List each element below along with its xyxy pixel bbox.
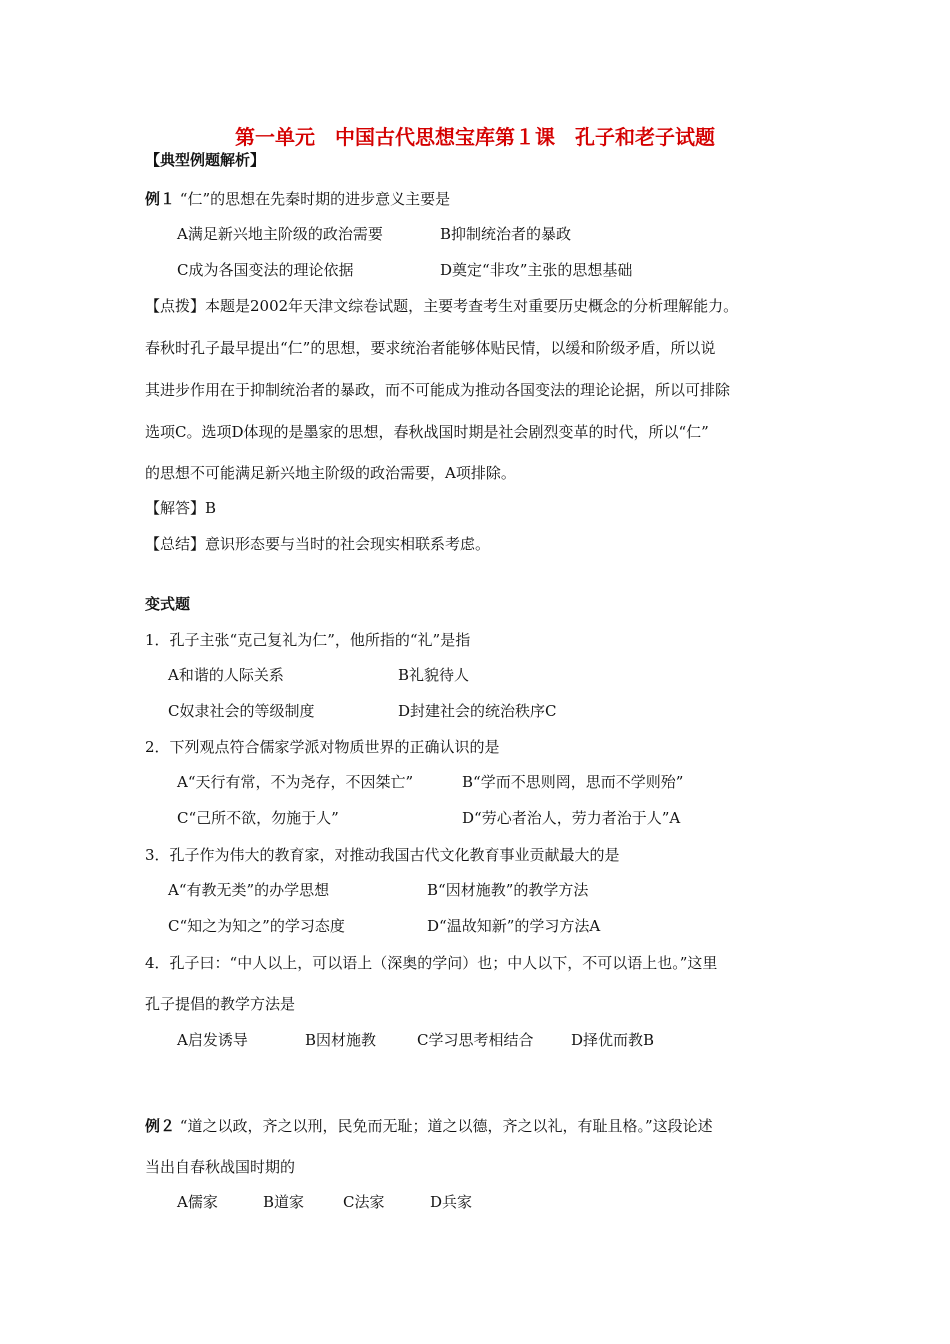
example2-question: [145, 1116, 713, 1136]
q1-stem: 1．孔子主张“克己复礼为仁”，他所指的“礼”是指: [145, 631, 471, 649]
example1-option-d: D奠定“非攻”主张的思想基础: [440, 261, 633, 279]
example1-question: [145, 189, 450, 209]
q1-option-d: D封建社会的统治秩序C: [398, 702, 557, 720]
q2-option-b: B“学而不思则罔，思而不学则殆”: [462, 773, 684, 791]
hint-line: 选项C。选项D体现的是墨家的思想，春秋战国时期是社会剧烈变革的时代，所以“仁”: [145, 423, 709, 441]
hint-line: 其进步作用在于抑制统治者的暴政，而不可能成为推动各国变法的理论论据，所以可排除: [145, 381, 731, 399]
q4-stem-line2: 孔子提倡的教学方法是: [145, 995, 296, 1013]
q3-option-a: A“有教无类”的办学思想: [168, 881, 330, 899]
example2-option-c: C法家: [343, 1193, 385, 1211]
q2-stem: 2．下列观点符合儒家学派对物质世界的正确认识的是: [145, 738, 500, 756]
q3-option-d: D“温故知新”的学习方法A: [427, 917, 601, 935]
q2-option-c: C“己所不欲，勿施于人”: [177, 809, 339, 827]
q4-option-c: C学习思考相结合: [417, 1031, 534, 1049]
example2-option-d: D兵家: [430, 1193, 473, 1211]
example2-option-a: A儒家: [177, 1193, 218, 1211]
hint-line: 的思想不可能满足新兴地主阶级的政治需要，A项排除。: [145, 464, 516, 482]
q4-option-a: A启发诱导: [177, 1031, 248, 1049]
q1-option-c: C奴隶社会的等级制度: [168, 702, 315, 720]
q1-option-b: B礼貌待人: [398, 666, 470, 684]
example1-question-text: “仁”的思想在先秦时期的进步意义主要是: [179, 190, 451, 208]
section-header: 【典型例题解析】: [145, 151, 266, 169]
variant-title: 变式题: [145, 595, 191, 613]
example1-option-a: A满足新兴地主阶级的政治需要: [177, 225, 383, 243]
q4-stem-line1: 4．孔子曰：“中人以上，可以语上（深奥的学问）也；中人以下，不可以语上也。”这里: [145, 954, 718, 972]
q3-stem: 3．孔子作为伟大的教育家，对推动我国古代文化教育事业贡献最大的是: [145, 846, 620, 864]
q4-option-d: D择优而教B: [571, 1031, 655, 1049]
q3-option-c: C“知之为知之”的学习态度: [168, 917, 345, 935]
hint-line: 春秋时孔子最早提出“仁”的思想，要求统治者能够体贴民情，以缓和阶级矛盾，所以说: [145, 339, 716, 357]
example2-option-b: B道家: [263, 1193, 305, 1211]
example2-label: 例２: [145, 1117, 176, 1135]
example1-option-b: B抑制统治者的暴政: [440, 225, 572, 243]
example1-label: 例１: [145, 190, 176, 208]
q3-option-b: B“因材施教”的教学方法: [427, 881, 589, 899]
summary: 【总结】意识形态要与当时的社会现实相联系考虑。: [145, 535, 491, 553]
hint-line: 【点拨】本题是2002年天津文综卷试题，主要考查考生对重要历史概念的分析理解能力。: [145, 297, 739, 315]
page-title: 第一单元 中国古代思想宝库第１课 孔子和老子试题: [235, 125, 715, 149]
example2-question-line2: 当出自春秋战国时期的: [145, 1158, 296, 1176]
q2-option-d: D“劳心者治人，劳力者治于人”A: [462, 809, 681, 827]
q2-option-a: A“天行有常，不为尧存，不因桀亡”: [177, 773, 414, 791]
example1-option-c: C成为各国变法的理论依据: [177, 261, 354, 279]
q4-option-b: B因材施教: [305, 1031, 377, 1049]
answer: 【解答】B: [145, 499, 217, 517]
q1-option-a: A和谐的人际关系: [168, 666, 284, 684]
example2-question-text: “道之以政，齐之以刑，民免而无耻；道之以德，齐之以礼，有耻且格。”这段论述: [179, 1117, 713, 1135]
